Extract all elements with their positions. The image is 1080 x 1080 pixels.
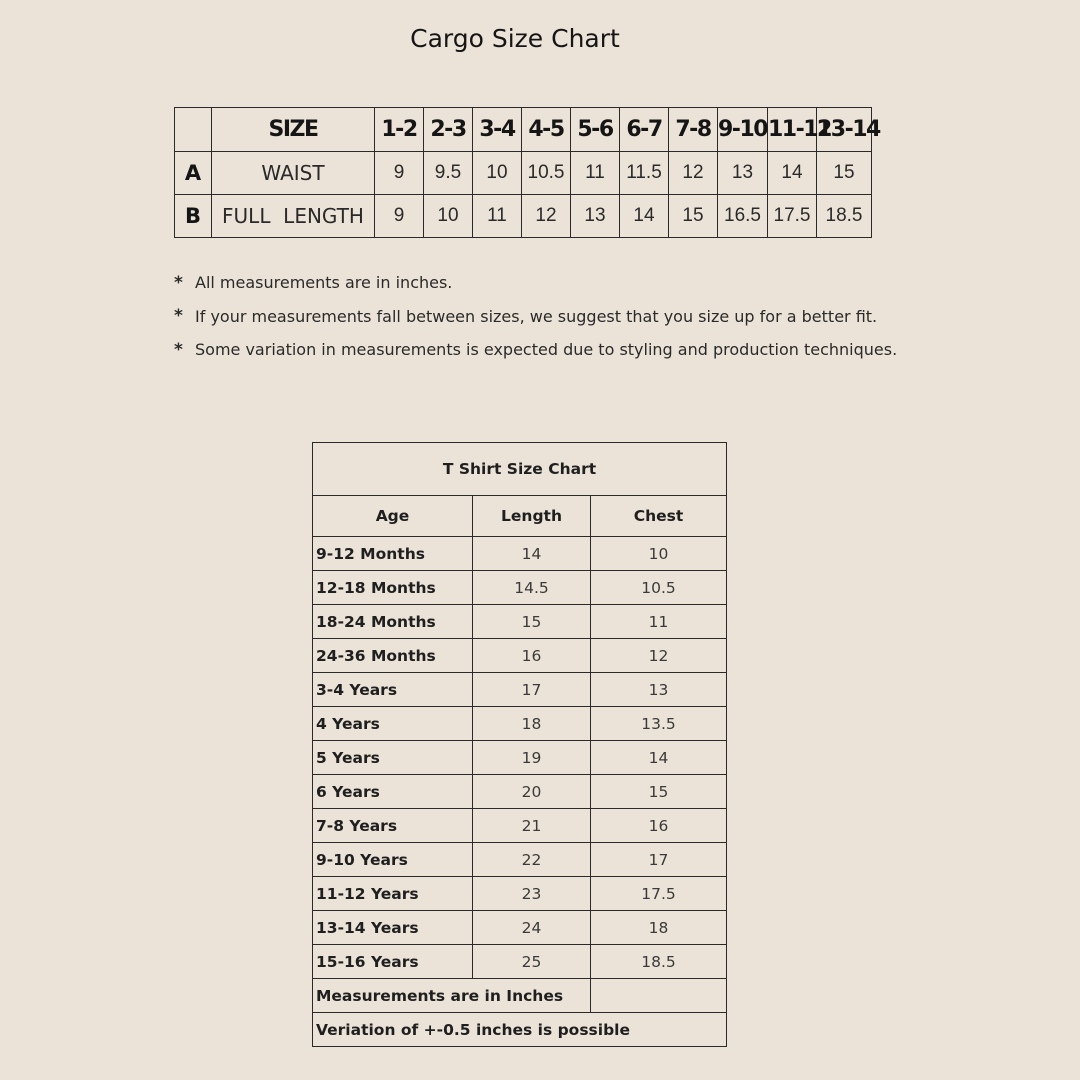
age-cell: 4 Years [313, 707, 473, 741]
cargo-value-cell: 17.5 [768, 195, 817, 238]
table-row [313, 911, 727, 945]
chest-cell: 12 [591, 639, 727, 673]
table-row [313, 775, 727, 809]
age-cell: 7-8 Years [313, 809, 473, 843]
cargo-value-cell: 13 [571, 195, 620, 238]
length-cell: 22 [473, 843, 591, 877]
age-cell: 3-4 Years [313, 673, 473, 707]
chest-cell: 18.5 [591, 945, 727, 979]
table-row [313, 945, 727, 979]
chest-cell: 14 [591, 741, 727, 775]
length-cell: 24 [473, 911, 591, 945]
note-text: If your measurements fall between sizes, we suggest that you size up for a better fit. [195, 306, 878, 326]
asterisk-icon: * [174, 339, 183, 360]
note-item [174, 300, 897, 334]
length-cell: 14.5 [473, 571, 591, 605]
cargo-value-cell: 14 [620, 195, 669, 238]
note-item [174, 333, 897, 367]
table-row [313, 809, 727, 843]
cargo-size-cell: 4-5 [522, 108, 571, 152]
cargo-value-cell: 14 [768, 152, 817, 195]
table-row [313, 877, 727, 911]
length-cell: 19 [473, 741, 591, 775]
chest-cell: 11 [591, 605, 727, 639]
chest-cell: 16 [591, 809, 727, 843]
cargo-chart-title: Cargo Size Chart [410, 24, 620, 53]
asterisk-icon: * [174, 272, 183, 293]
tshirt-column-header-row [313, 496, 727, 537]
tshirt-chart-title: T Shirt Size Chart [313, 443, 727, 496]
note-text: Some variation in measurements is expected due to styling and production techniques. [195, 340, 898, 360]
age-cell: 13-14 Years [313, 911, 473, 945]
cargo-corner-cell [175, 108, 212, 152]
cargo-size-table [174, 107, 880, 238]
chest-cell: 10 [591, 537, 727, 571]
cargo-value-cell: 12 [522, 195, 571, 238]
age-cell: 9-12 Months [313, 537, 473, 571]
chest-cell: 17 [591, 843, 727, 877]
age-cell: 24-36 Months [313, 639, 473, 673]
cargo-size-cell: 5-6 [571, 108, 620, 152]
measurement-notes [174, 266, 897, 367]
length-cell: 15 [473, 605, 591, 639]
cargo-size-cell: 1-2 [375, 108, 424, 152]
length-cell: 17 [473, 673, 591, 707]
cargo-size-cell: 6-7 [620, 108, 669, 152]
cargo-size-cell: 11-12 [768, 108, 817, 152]
cargo-header-row [175, 108, 872, 152]
age-cell: 5 Years [313, 741, 473, 775]
length-cell: 23 [473, 877, 591, 911]
cargo-value-cell: 10.5 [522, 152, 571, 195]
cargo-value-cell: 10 [424, 195, 473, 238]
tshirt-title-row [313, 443, 727, 496]
cargo-row-label: FULL LENGTH [212, 195, 375, 238]
tshirt-footer-row [313, 979, 727, 1013]
cargo-value-cell: 9.5 [424, 152, 473, 195]
cargo-value-cell: 10 [473, 152, 522, 195]
length-cell: 16 [473, 639, 591, 673]
cargo-value-cell: 13 [718, 152, 768, 195]
length-cell: 21 [473, 809, 591, 843]
cargo-value-cell: 12 [669, 152, 718, 195]
footer-measurements-note: Measurements are in Inches [313, 979, 591, 1013]
chest-cell: 18 [591, 911, 727, 945]
cargo-value-cell: 9 [375, 195, 424, 238]
column-header-length: Length [473, 496, 591, 537]
length-cell: 20 [473, 775, 591, 809]
table-row [313, 707, 727, 741]
cargo-value-cell: 11.5 [620, 152, 669, 195]
age-cell: 15-16 Years [313, 945, 473, 979]
table-row [313, 673, 727, 707]
cargo-value-cell: 9 [375, 152, 424, 195]
table-row [313, 741, 727, 775]
cargo-value-cell: 11 [473, 195, 522, 238]
chest-cell: 13.5 [591, 707, 727, 741]
length-cell: 14 [473, 537, 591, 571]
cargo-value-cell: 16.5 [718, 195, 768, 238]
note-item [174, 266, 897, 300]
cargo-value-cell: 15 [817, 152, 872, 195]
tshirt-footer-row [313, 1013, 727, 1047]
age-cell: 18-24 Months [313, 605, 473, 639]
table-row [313, 605, 727, 639]
length-cell: 25 [473, 945, 591, 979]
length-cell: 18 [473, 707, 591, 741]
chest-cell: 15 [591, 775, 727, 809]
table-row [313, 571, 727, 605]
note-text: All measurements are in inches. [195, 273, 453, 293]
chest-cell: 17.5 [591, 877, 727, 911]
table-row [313, 639, 727, 673]
age-cell: 9-10 Years [313, 843, 473, 877]
cargo-size-cell: 9-10 [718, 108, 768, 152]
cargo-length-row [175, 195, 872, 238]
cargo-value-cell: 18.5 [817, 195, 872, 238]
footer-variation-note: Veriation of +-0.5 inches is possible [313, 1013, 727, 1047]
chest-cell: 13 [591, 673, 727, 707]
cargo-size-cell: 3-4 [473, 108, 522, 152]
cargo-size-cell: 7-8 [669, 108, 718, 152]
footer-empty-cell [591, 979, 727, 1013]
cargo-row-letter: A [175, 152, 212, 195]
cargo-row-label: WAIST [212, 152, 375, 195]
cargo-size-cell: 13-14 [817, 108, 872, 152]
cargo-size-label: SIZE [212, 108, 375, 152]
cargo-size-cell: 2-3 [424, 108, 473, 152]
cargo-waist-row [175, 152, 872, 195]
cargo-row-letter: B [175, 195, 212, 238]
age-cell: 12-18 Months [313, 571, 473, 605]
age-cell: 6 Years [313, 775, 473, 809]
tshirt-size-table [312, 442, 727, 1047]
cargo-value-cell: 15 [669, 195, 718, 238]
column-header-age: Age [313, 496, 473, 537]
asterisk-icon: * [174, 306, 183, 327]
chest-cell: 10.5 [591, 571, 727, 605]
column-header-chest: Chest [591, 496, 727, 537]
table-row [313, 537, 727, 571]
age-cell: 11-12 Years [313, 877, 473, 911]
table-row [313, 843, 727, 877]
cargo-value-cell: 11 [571, 152, 620, 195]
